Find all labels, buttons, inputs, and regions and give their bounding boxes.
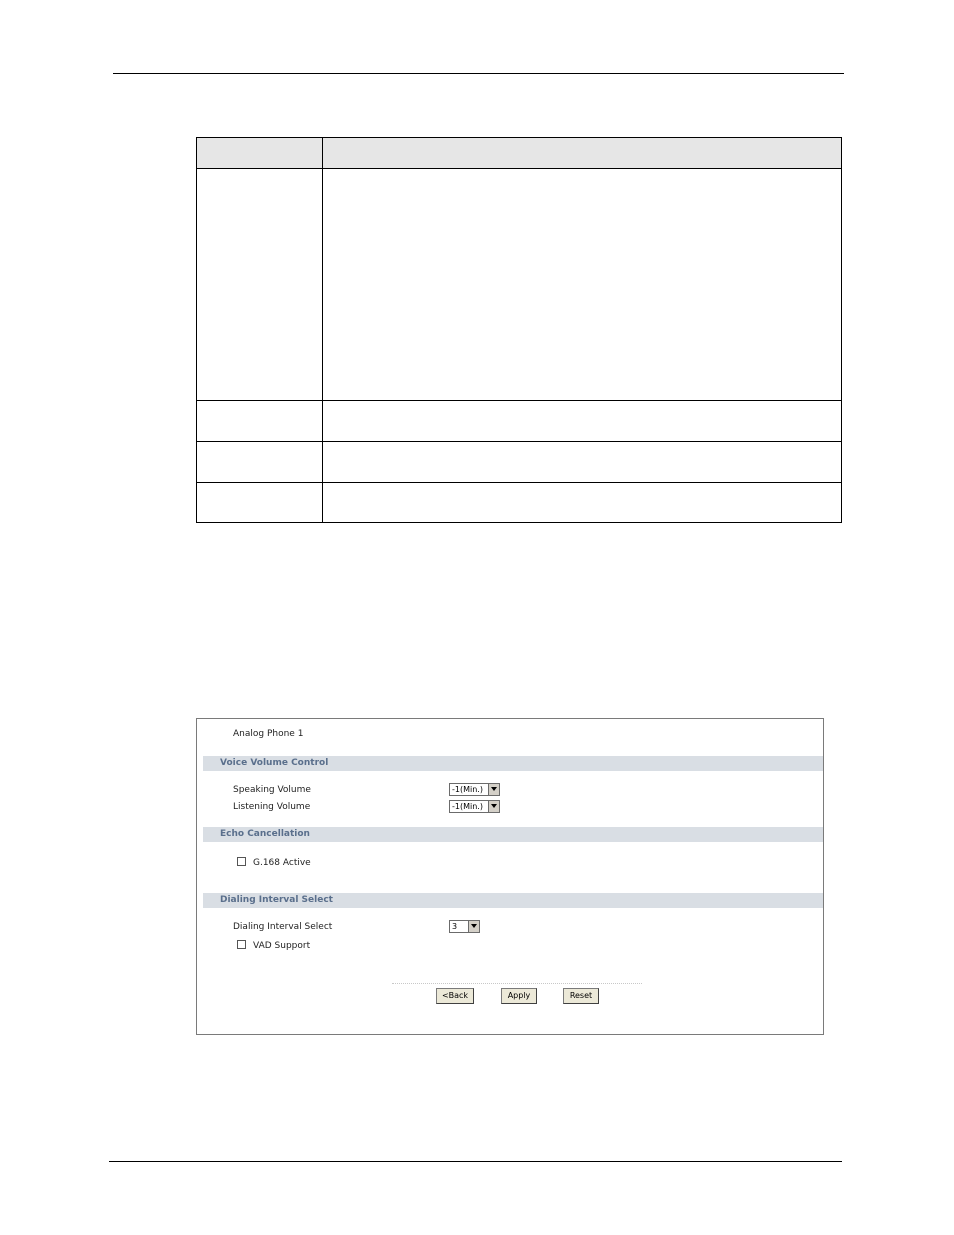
speaking-volume-label: Speaking Volume (233, 785, 311, 795)
analog-phone-settings-panel (196, 718, 824, 1035)
vad-support-checkbox[interactable] (237, 940, 246, 949)
dialing-interval-select[interactable] (449, 920, 480, 933)
header-rule (113, 73, 844, 74)
table-header-row (197, 138, 841, 169)
back-button[interactable]: <Back (436, 988, 474, 1004)
column-divider (322, 138, 323, 522)
apply-button[interactable]: Apply (501, 988, 537, 1004)
section-heading: Echo Cancellation (220, 829, 310, 839)
g168-active-checkbox[interactable] (237, 857, 246, 866)
dialing-interval-label: Dialing Interval Select (233, 922, 333, 932)
chevron-down-icon[interactable] (488, 784, 499, 795)
panel-title: Analog Phone 1 (233, 729, 304, 739)
section-heading: Dialing Interval Select (220, 895, 333, 905)
listening-volume-select[interactable] (449, 800, 500, 813)
section-voice-volume-control (203, 756, 823, 771)
chevron-down-icon[interactable] (488, 801, 499, 812)
description-table (196, 137, 842, 523)
section-heading: Voice Volume Control (220, 758, 329, 768)
reset-button[interactable]: Reset (563, 988, 599, 1004)
button-divider (392, 983, 642, 984)
footer-rule (109, 1161, 842, 1162)
dialing-interval-value: 3 (452, 922, 458, 931)
speaking-volume-value: -1(Min.) (452, 785, 483, 794)
row-divider (197, 482, 841, 483)
row-divider (197, 441, 841, 442)
vad-support-label: VAD Support (253, 941, 311, 951)
section-dialing-interval-select (203, 893, 823, 908)
g168-active-label: G.168 Active (253, 858, 311, 868)
listening-volume-value: -1(Min.) (452, 802, 483, 811)
row-divider (197, 400, 841, 401)
listening-volume-label: Listening Volume (233, 802, 311, 812)
speaking-volume-select[interactable] (449, 783, 500, 796)
chevron-down-icon[interactable] (468, 921, 479, 932)
section-echo-cancellation (203, 827, 823, 842)
